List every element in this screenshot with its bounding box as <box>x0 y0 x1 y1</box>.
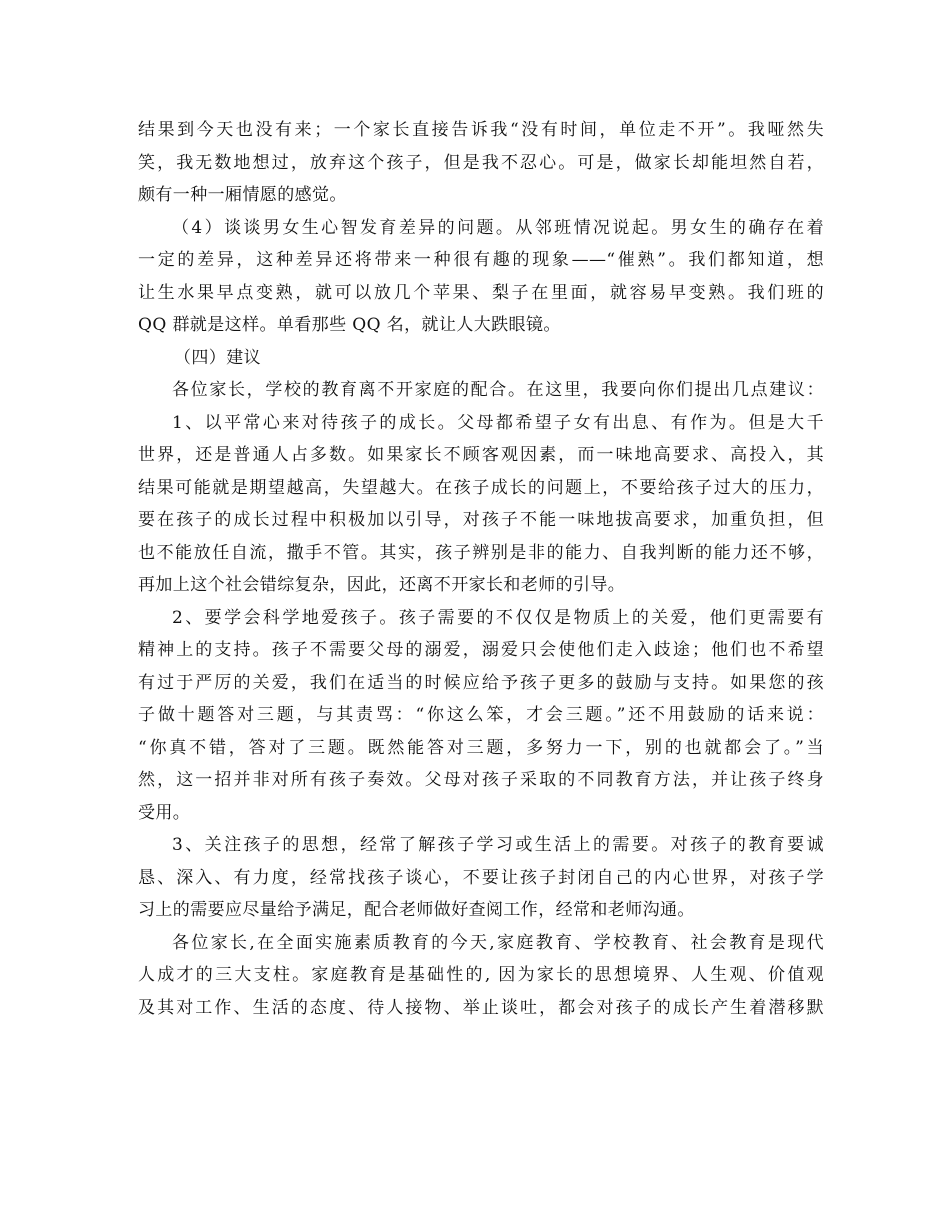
paragraph-start-line: （4）谈谈男女生心智发育差异的问题。从邻班情况说起。男女生的确存在着 <box>172 217 824 238</box>
text-line: 结果可能就是期望越高，失望越大。在孩子成长的问题上，不要给孩子过大的压力， <box>138 477 824 498</box>
text-line: 受用。 <box>138 802 191 823</box>
text-line: 恳、深入、有力度，经常找孩子谈心，不要让孩子封闭自己的内心世界，对孩子学 <box>138 867 824 888</box>
section-heading: （四）建议 <box>174 347 261 368</box>
text-line: 再加上这个社会错综复杂，因此，还离不开家长和老师的引导。 <box>138 575 626 595</box>
paragraph-start-line: 1、以平常心来对待孩子的成长。父母都希望子女有出息、有作为。但是大千 <box>172 412 824 433</box>
paragraph-start-line: 2、要学会科学地爱孩子。孩子需要的不仅仅是物质上的关爱，他们更需要有 <box>172 607 824 628</box>
text-line: 颇有一种一厢情愿的感觉。 <box>138 185 347 205</box>
text-line: “你真不错，答对了三题。既然能答对三题，多努力一下，别的也就都会了。”当 <box>138 737 824 758</box>
document-body <box>138 114 824 1024</box>
text-line: 子做十题答对三题，与其责骂：“你这么笨，才会三题。”还不用鼓励的话来说： <box>138 705 824 725</box>
text-line: 世界，还是普通人占多数。如果家长不顾客观因素，而一味地高要求、高投入，其 <box>138 445 824 465</box>
text-line: 要在孩子的成长过程中积极加以引导，对孩子不能一味地拔高要求，加重负担，但 <box>138 510 824 530</box>
paragraph-start-line: 各位家长,在全面实施素质教育的今天,家庭教育、学校教育、社会教育是现代 <box>172 932 824 953</box>
text-line: 人成才的三大支柱。家庭教育是基础性的, 因为家长的思想境界、人生观、价值观 <box>138 965 824 985</box>
paragraph-start-line: 3、关注孩子的思想，经常了解孩子学习或生活上的需要。对孩子的教育要诚 <box>172 835 824 855</box>
text-line: 然，这一招并非对所有孩子奏效。父母对孩子采取的不同教育方法，并让孩子终身 <box>138 770 824 790</box>
text-line: 结果到今天也没有来；一个家长直接告诉我“没有时间，单位走不开”。我哑然失 <box>138 120 824 140</box>
text-line: 笑，我无数地想过，放弃这个孩子，但是我不忍心。可是，做家长却能坦然自若， <box>138 152 824 173</box>
text-line: 及其对工作、生活的态度、待人接物、举止谈吐，都会对孩子的成长产生着潜移默 <box>138 997 824 1018</box>
text-line: QQ 群就是这样。单看那些 QQ 名，就让人大跌眼镜。 <box>138 315 561 335</box>
text-line: 也不能放任自流，撒手不管。其实，孩子辨别是非的能力、自我判断的能力还不够， <box>138 542 824 563</box>
text-line: 有过于严厉的关爱，我们在适当的时候应给予孩子更多的鼓励与支持。如果您的孩 <box>138 672 824 693</box>
text-line: 习上的需要应尽量给予满足，配合老师做好查阅工作，经常和老师沟通。 <box>138 900 695 920</box>
text-line: 精神上的支持。孩子不需要父母的溺爱，溺爱只会使他们走入歧途；他们也不希望 <box>138 640 824 660</box>
text-line: 让生水果早点变熟，就可以放几个苹果、梨子在里面，就容易早变熟。我们班的 <box>138 282 824 303</box>
paragraph-start-line: 各位家长，学校的教育离不开家庭的配合。在这里，我要向你们提出几点建议： <box>172 380 824 400</box>
text-line: 一定的差异，这种差异还将带来一种很有趣的现象——“催熟”。我们都知道，想 <box>138 250 824 270</box>
